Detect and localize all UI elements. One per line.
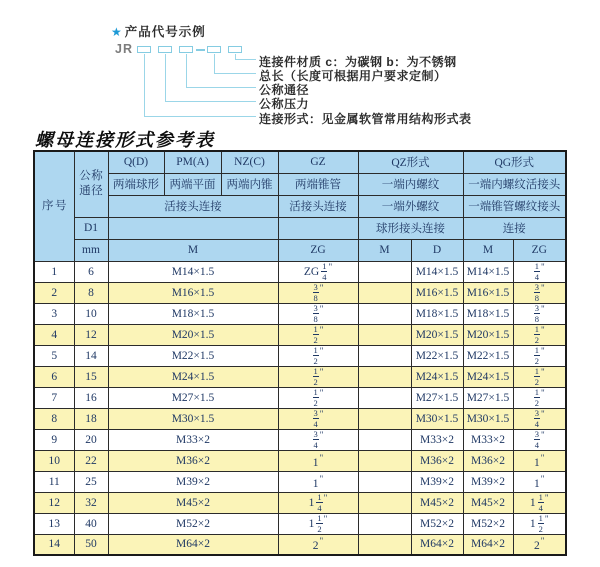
code-dash	[196, 49, 205, 51]
cell-qz-d: M33×2	[411, 429, 463, 450]
cell-qg-zg: $\frac{1}{2}$ "	[513, 324, 566, 345]
cell-qg-m: M33×2	[463, 429, 513, 450]
cell-qg-m: M45×2	[463, 492, 513, 513]
cell-dn: 10	[74, 303, 108, 324]
table-header	[34, 151, 566, 261]
cell-seq: 5	[34, 345, 74, 366]
cell-qg-m: M36×2	[463, 450, 513, 471]
header-qd: Q(D)	[108, 151, 164, 173]
cell-dn: 22	[74, 450, 108, 471]
cell-qz-d: M30×1.5	[411, 408, 463, 429]
code-box-4	[207, 46, 221, 53]
cell-dn: 8	[74, 282, 108, 303]
cell-seq: 12	[34, 492, 74, 513]
cell-seq: 11	[34, 471, 74, 492]
header-nzc-desc: 两端内锥	[221, 173, 278, 195]
header-mm: mm	[74, 239, 108, 261]
callout-total-length: 总长（长度可根据用户要求定制）	[259, 69, 447, 83]
table-row	[34, 261, 566, 282]
cell-gz-zg: 1 $\frac{1}{4}$ "	[278, 492, 358, 513]
cell-qz-m	[358, 534, 411, 555]
header-qd-desc: 两端球形	[108, 173, 164, 195]
cell-qg-zg: $\frac{3}{4}$ "	[513, 408, 566, 429]
cell-qg-zg: 1"	[513, 471, 566, 492]
cell-gz-zg: $\frac{3}{8}$ "	[278, 282, 358, 303]
cell-qz-m	[358, 429, 411, 450]
header-d1: D1	[74, 217, 108, 239]
code-prefix: JR	[115, 42, 133, 56]
cell-qz-d: M16×1.5	[411, 282, 463, 303]
table-row	[34, 492, 566, 513]
header-qg-connection: 连接	[463, 217, 566, 239]
diagram-title-text: 产品代号示例	[124, 25, 206, 39]
cell-qg-m: M39×2	[463, 471, 513, 492]
cell-m-thread: M64×2	[108, 534, 278, 555]
cell-qg-zg: 1"	[513, 450, 566, 471]
cell-m-thread: M27×1.5	[108, 387, 278, 408]
header-qg-form: QG形式	[463, 151, 566, 173]
code-box-1	[137, 46, 151, 53]
cell-m-thread: M45×2	[108, 492, 278, 513]
cell-qz-d: M36×2	[411, 450, 463, 471]
header-qz-desc2: 一端外螺纹	[358, 195, 463, 217]
cell-qz-d: M39×2	[411, 471, 463, 492]
code-box-5	[228, 46, 242, 53]
cell-gz-zg: $\frac{1}{2}$ "	[278, 345, 358, 366]
cell-qz-m	[358, 366, 411, 387]
header-qg-desc1: 一端内螺纹活接头	[463, 173, 566, 195]
cell-qg-zg: 1 $\frac{1}{4}$ "	[513, 492, 566, 513]
cell-qz-d: M22×1.5	[411, 345, 463, 366]
cell-qz-d: M14×1.5	[411, 261, 463, 282]
cell-m-thread: M30×1.5	[108, 408, 278, 429]
header-qz-d: D	[411, 239, 463, 261]
header-qz-form: QZ形式	[358, 151, 463, 173]
cell-m-thread: M33×2	[108, 429, 278, 450]
cell-seq: 6	[34, 366, 74, 387]
cell-m-thread: M39×2	[108, 471, 278, 492]
table-row	[34, 366, 566, 387]
callout-connection-form: 连接形式：见金属软管常用结构形式表	[259, 112, 472, 126]
table-row	[34, 513, 566, 534]
cell-qz-m	[358, 471, 411, 492]
cell-dn: 14	[74, 345, 108, 366]
cell-dn: 50	[74, 534, 108, 555]
table-body	[34, 261, 566, 555]
cell-dn: 12	[74, 324, 108, 345]
cell-m-thread: M14×1.5	[108, 261, 278, 282]
cell-qg-m: M22×1.5	[463, 345, 513, 366]
code-box-2	[158, 46, 172, 53]
header-m-thread: M	[108, 239, 278, 261]
cell-seq: 8	[34, 408, 74, 429]
table-row	[34, 282, 566, 303]
cell-dn: 15	[74, 366, 108, 387]
header-seq: 序 号	[34, 151, 74, 261]
code-box-3	[179, 46, 193, 53]
header-zg-thread: ZG	[278, 239, 358, 261]
cell-qg-m: M14×1.5	[463, 261, 513, 282]
callout-nominal-diameter: 公称通径	[259, 83, 310, 97]
header-union-connection: 活接头连接	[108, 195, 278, 217]
cell-seq: 1	[34, 261, 74, 282]
connector-line-5	[144, 54, 256, 117]
header-qz-desc1: 一端内螺纹	[358, 173, 463, 195]
cell-qg-zg: 1 $\frac{1}{2}$ "	[513, 513, 566, 534]
header-qz-m: M	[358, 239, 411, 261]
cell-seq: 10	[34, 450, 74, 471]
cell-gz-zg: 1 $\frac{1}{2}$ "	[278, 513, 358, 534]
table-row	[34, 345, 566, 366]
header-gz-desc: 两端锥管	[278, 173, 358, 195]
cell-qz-d: M18×1.5	[411, 303, 463, 324]
cell-qz-d: M27×1.5	[411, 387, 463, 408]
cell-m-thread: M22×1.5	[108, 345, 278, 366]
header-nzc: NZ(C)	[221, 151, 278, 173]
cell-seq: 13	[34, 513, 74, 534]
cell-qz-d: M24×1.5	[411, 366, 463, 387]
cell-qz-m	[358, 450, 411, 471]
cell-qg-m: M16×1.5	[463, 282, 513, 303]
cell-qg-m: M24×1.5	[463, 366, 513, 387]
header-gz: GZ	[278, 151, 358, 173]
cell-gz-zg: 2"	[278, 534, 358, 555]
cell-seq: 4	[34, 324, 74, 345]
cell-qz-m	[358, 408, 411, 429]
cell-qg-zg: $\frac{3}{4}$ "	[513, 429, 566, 450]
cell-gz-zg: ZG $\frac{1}{4}$ "	[278, 261, 358, 282]
table-row	[34, 324, 566, 345]
cell-qg-zg: $\frac{1}{4}$ "	[513, 261, 566, 282]
cell-m-thread: M52×2	[108, 513, 278, 534]
cell-m-thread: M16×1.5	[108, 282, 278, 303]
cell-qz-m	[358, 345, 411, 366]
callout-material: 连接件材质 c：为碳钢 b：为不锈钢	[259, 55, 457, 69]
header-nominal-diameter: 公称通径	[74, 151, 108, 217]
cell-seq: 9	[34, 429, 74, 450]
nut-connection-reference-table	[33, 150, 567, 556]
cell-qz-m	[358, 324, 411, 345]
cell-gz-zg: $\frac{3}{8}$ "	[278, 303, 358, 324]
table-row	[34, 471, 566, 492]
cell-qz-m	[358, 492, 411, 513]
table-row	[34, 450, 566, 471]
cell-gz-zg: $\frac{3}{4}$ "	[278, 408, 358, 429]
cell-seq: 14	[34, 534, 74, 555]
cell-qg-zg: $\frac{1}{2}$ "	[513, 366, 566, 387]
cell-qz-d: M45×2	[411, 492, 463, 513]
cell-qg-m: M52×2	[463, 513, 513, 534]
cell-gz-zg: 1"	[278, 471, 358, 492]
table-row	[34, 408, 566, 429]
cell-m-thread: M36×2	[108, 450, 278, 471]
table-title: 螺母连接形式参考表	[35, 130, 215, 150]
cell-dn: 16	[74, 387, 108, 408]
cell-qg-m: M20×1.5	[463, 324, 513, 345]
cell-qg-m: M18×1.5	[463, 303, 513, 324]
table-row	[34, 534, 566, 555]
cell-qg-zg: $\frac{1}{2}$ "	[513, 387, 566, 408]
header-qz-connection: 球形接头连接	[358, 217, 463, 239]
cell-seq: 7	[34, 387, 74, 408]
cell-dn: 32	[74, 492, 108, 513]
cell-qz-m	[358, 303, 411, 324]
cell-qz-m	[358, 282, 411, 303]
cell-qg-m: M64×2	[463, 534, 513, 555]
cell-m-thread: M18×1.5	[108, 303, 278, 324]
cell-qg-zg: $\frac{1}{2}$ "	[513, 345, 566, 366]
header-qg-desc2: 一端锥管螺纹接头	[463, 195, 566, 217]
cell-qg-m: M27×1.5	[463, 387, 513, 408]
header-pma-desc: 两端平面	[164, 173, 221, 195]
cell-dn: 18	[74, 408, 108, 429]
table-row	[34, 387, 566, 408]
header-qg-m: M	[463, 239, 513, 261]
cell-gz-zg: 1"	[278, 450, 358, 471]
cell-qz-m	[358, 261, 411, 282]
cell-gz-zg: $\frac{3}{4}$ "	[278, 429, 358, 450]
cell-m-thread: M24×1.5	[108, 366, 278, 387]
cell-qz-m	[358, 513, 411, 534]
header-gz-connection: 活接头连接	[278, 195, 358, 217]
cell-qg-m: M30×1.5	[463, 408, 513, 429]
cell-qz-d: M64×2	[411, 534, 463, 555]
cell-seq: 3	[34, 303, 74, 324]
cell-qg-zg: $\frac{3}{8}$ "	[513, 303, 566, 324]
cell-gz-zg: $\frac{1}{2}$ "	[278, 324, 358, 345]
header-empty-gz	[278, 217, 358, 239]
callout-nominal-pressure: 公称压力	[259, 97, 310, 111]
cell-qz-d: M52×2	[411, 513, 463, 534]
cell-qz-m	[358, 387, 411, 408]
star-icon: ★	[111, 25, 123, 39]
header-empty-m	[108, 217, 278, 239]
cell-gz-zg: $\frac{1}{2}$ "	[278, 366, 358, 387]
cell-gz-zg: $\frac{1}{2}$ "	[278, 387, 358, 408]
diagram-title	[111, 22, 206, 40]
header-qg-zg: ZG	[513, 239, 566, 261]
cell-dn: 6	[74, 261, 108, 282]
table-row	[34, 303, 566, 324]
cell-seq: 2	[34, 282, 74, 303]
cell-qg-zg: 2"	[513, 534, 566, 555]
table-row	[34, 429, 566, 450]
cell-dn: 20	[74, 429, 108, 450]
cell-qz-d: M20×1.5	[411, 324, 463, 345]
cell-m-thread: M20×1.5	[108, 324, 278, 345]
cell-dn: 40	[74, 513, 108, 534]
cell-dn: 25	[74, 471, 108, 492]
header-pma: PM(A)	[164, 151, 221, 173]
cell-qg-zg: $\frac{3}{8}$ "	[513, 282, 566, 303]
